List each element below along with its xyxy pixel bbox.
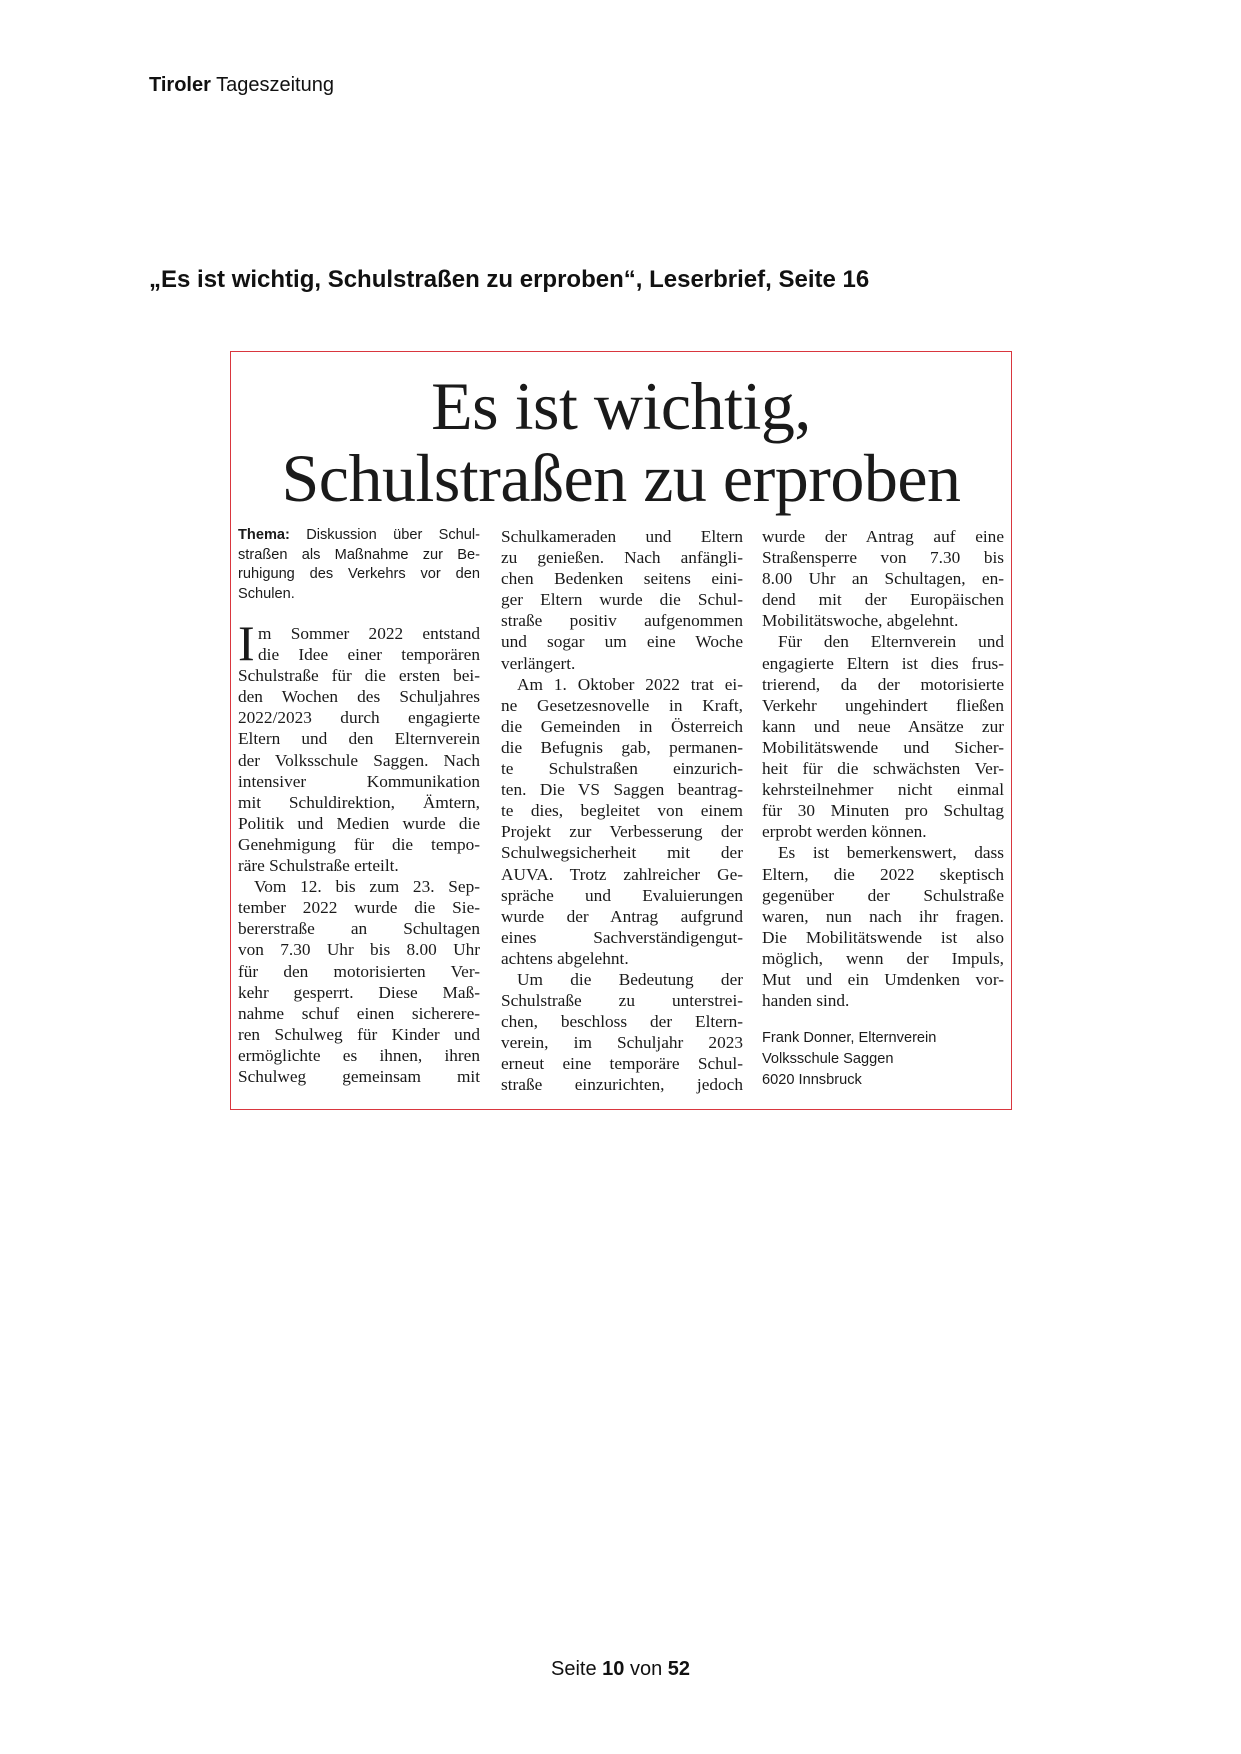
article-line: ten. Die VS Saggen beantrag-: [501, 780, 743, 800]
article-line: Mobilitätswoche, abgelehnt.: [762, 611, 959, 631]
article-line: Um die Bedeutung der: [517, 969, 743, 989]
article-line: Eltern und den Elternverein: [238, 729, 480, 749]
thema-line: Schulen.: [238, 585, 295, 602]
article-line: waren, nun nach ihr fragen.: [762, 906, 1004, 926]
signature-line: Frank Donner, Elternverein: [762, 1030, 937, 1047]
article-line: spräche und Evaluierungen: [501, 885, 743, 905]
article-column-1: [238, 526, 480, 1087]
article-line: chen, beschloss der Eltern-: [501, 1012, 743, 1032]
article-paragraph: [762, 842, 1004, 1011]
thema-box: [238, 526, 480, 604]
article-line: verein, im Schuljahr 2023: [501, 1033, 743, 1053]
article-line: dend mit der Europäischen: [762, 590, 1004, 610]
thema-line: straßen als Maßnahme zur Be-: [238, 546, 480, 563]
article-line: eines Sachverständigengut-: [501, 927, 743, 947]
article-line: AUVA. Trotz zahlreicher Ge-: [501, 864, 743, 884]
article-line: wurde der Antrag auf eine: [762, 527, 1004, 546]
article-paragraph: [501, 674, 743, 969]
article-line: Schulkameraden und Eltern: [501, 527, 743, 546]
article-line: heit für die schwächsten Ver-: [762, 759, 1004, 779]
article-line: te dies, begleitet von einem: [501, 801, 743, 821]
article-line: engagierte Eltern ist dies frus-: [762, 653, 1004, 673]
article-line: Verkehr ungehindert fließen: [762, 695, 1004, 715]
headline-line: Schulstraßen zu erproben: [281, 440, 961, 516]
article-line: Schulstraße zu unterstrei-: [501, 991, 743, 1011]
article-line: Projekt zur Verbesserung der: [501, 822, 743, 842]
article-line: straße einzurichten, jedoch: [501, 1075, 743, 1095]
article-line: Schulstraße für die ersten bei-: [238, 666, 480, 686]
article-line: für 30 Minuten pro Schultag: [762, 801, 1004, 821]
article-paragraph: [762, 526, 1004, 631]
article-line: gegenüber der Schulstraße: [762, 885, 1004, 905]
article-line: kann und neue Ansätze zur: [762, 716, 1004, 736]
article-line: achtens abgelehnt.: [501, 948, 629, 968]
article-line: Politik und Medien wurde die: [238, 813, 480, 833]
article-line: Schulwegsicherheit mit der: [501, 843, 743, 863]
letter-signature: [762, 1028, 1004, 1091]
article-line: tember 2022 wurde die Sie-: [238, 898, 480, 918]
article-line: chen Bedenken seitens eini-: [501, 569, 743, 589]
signature-line: Volksschule Saggen: [762, 1051, 894, 1068]
article-line: erneut eine temporäre Schul-: [501, 1054, 743, 1074]
article-line: ermöglichte es ihnen, ihren: [238, 1045, 480, 1065]
article-line: erprobt werden können.: [762, 822, 927, 842]
article-paragraph: [501, 969, 743, 1096]
drop-cap: I: [238, 615, 255, 671]
article-line: von 7.30 Uhr bis 8.00 Uhr: [238, 940, 480, 960]
article-paragraph: [501, 526, 743, 674]
article-line: und sogar um eine Woche: [501, 632, 743, 652]
article-line: kehrsteilnehmer nicht einmal: [762, 780, 1004, 800]
article-line: 8.00 Uhr an Schultagen, en-: [762, 569, 1004, 589]
footer-middle: von: [624, 1658, 668, 1680]
article-line: handen sind.: [762, 991, 850, 1011]
article-line: te Schulstraßen einzurich-: [501, 759, 743, 779]
article-line: die Befugnis gab, permanen-: [501, 737, 743, 757]
article-line: zu genießen. Nach anfängli-: [501, 548, 743, 568]
article-line: Es ist bemerkenswert, dass: [778, 843, 1004, 863]
article-line: verlängert.: [501, 653, 576, 673]
thema-text: Diskussion über Schul-: [289, 527, 480, 543]
footer-prefix: Seite: [550, 1658, 603, 1680]
article-column-2: [501, 526, 743, 1096]
article-line: bererstraße an Schultagen: [238, 919, 480, 939]
article-line: für den motorisierten Ver-: [238, 961, 480, 981]
article-line: ren Schulweg für Kinder und: [238, 1024, 480, 1044]
total-pages: 52: [667, 1658, 690, 1680]
article-line: räre Schulstraße erteilt.: [238, 856, 399, 876]
article-line: Mobilitätswende und Sicher-: [762, 737, 1004, 757]
article-paragraph: [238, 876, 480, 1087]
thema-label: Thema:: [238, 527, 290, 543]
article-line: Straßensperre von 7.30 bis: [762, 548, 1004, 568]
article-line: Vom 12. bis zum 23. Sep-: [254, 877, 480, 897]
article-line: möglich, wenn der Impuls,: [762, 948, 1004, 968]
article-line: Eltern, die 2022 skeptisch: [762, 864, 1004, 884]
article-line: Die Mobilitätswende ist also: [762, 927, 1004, 947]
brand-rest: Tageszeitung: [216, 74, 334, 96]
article-line: nahme schuf einen sicherere-: [238, 1003, 480, 1023]
article-line: straße positiv aufgenommen: [501, 611, 743, 631]
article-line: die Gemeinden in Österreich: [501, 716, 743, 736]
article-headline: [231, 370, 1011, 514]
article-paragraph: [238, 615, 480, 876]
newspaper-clipping: [230, 351, 1012, 1110]
article-column-3: [762, 526, 1004, 1091]
article-line: trierend, da der motorisierte: [762, 674, 1004, 694]
article-line: mit Schuldirektion, Ämtern,: [238, 792, 480, 812]
article-line: die Idee einer temporären: [258, 645, 480, 665]
article-paragraph: [762, 631, 1004, 842]
article-line: der Volksschule Saggen. Nach: [238, 750, 480, 770]
article-line: Genehmigung für die tempo-: [238, 834, 480, 854]
article-line: Mut und ein Umdenken vor-: [762, 969, 1004, 989]
headline-line: Es ist wichtig,: [431, 368, 811, 444]
article-line: m Sommer 2022 entstand: [258, 624, 480, 643]
current-page: 10: [602, 1658, 625, 1680]
document-title: „Es ist wichtig, Schulstraßen zu erproben“, Leserbrief, Seite 16: [149, 266, 870, 293]
article-line: intensiver Kommunikation: [238, 771, 480, 791]
signature-line: 6020 Innsbruck: [762, 1072, 862, 1089]
article-line: den Wochen des Schuljahres: [238, 687, 480, 707]
article-line: Schulweg gemeinsam mit: [238, 1066, 480, 1086]
thema-line: [238, 526, 480, 546]
page-footer: [0, 1658, 1241, 1681]
article-line: ger Eltern wurde die Schul-: [501, 590, 743, 610]
newspaper-name: [149, 74, 334, 97]
article-line: 2022/2023 durch engagierte: [238, 708, 480, 728]
article-line: Am 1. Oktober 2022 trat ei-: [517, 674, 743, 694]
brand-bold: Tiroler: [149, 74, 211, 96]
article-line: Für den Elternverein und: [778, 632, 1004, 652]
thema-line: ruhigung des Verkehrs vor den: [238, 566, 480, 582]
article-line: wurde der Antrag aufgrund: [501, 906, 743, 926]
article-line: kehr gesperrt. Diese Maß-: [238, 982, 480, 1002]
article-line: ne Gesetzesnovelle in Kraft,: [501, 695, 743, 715]
